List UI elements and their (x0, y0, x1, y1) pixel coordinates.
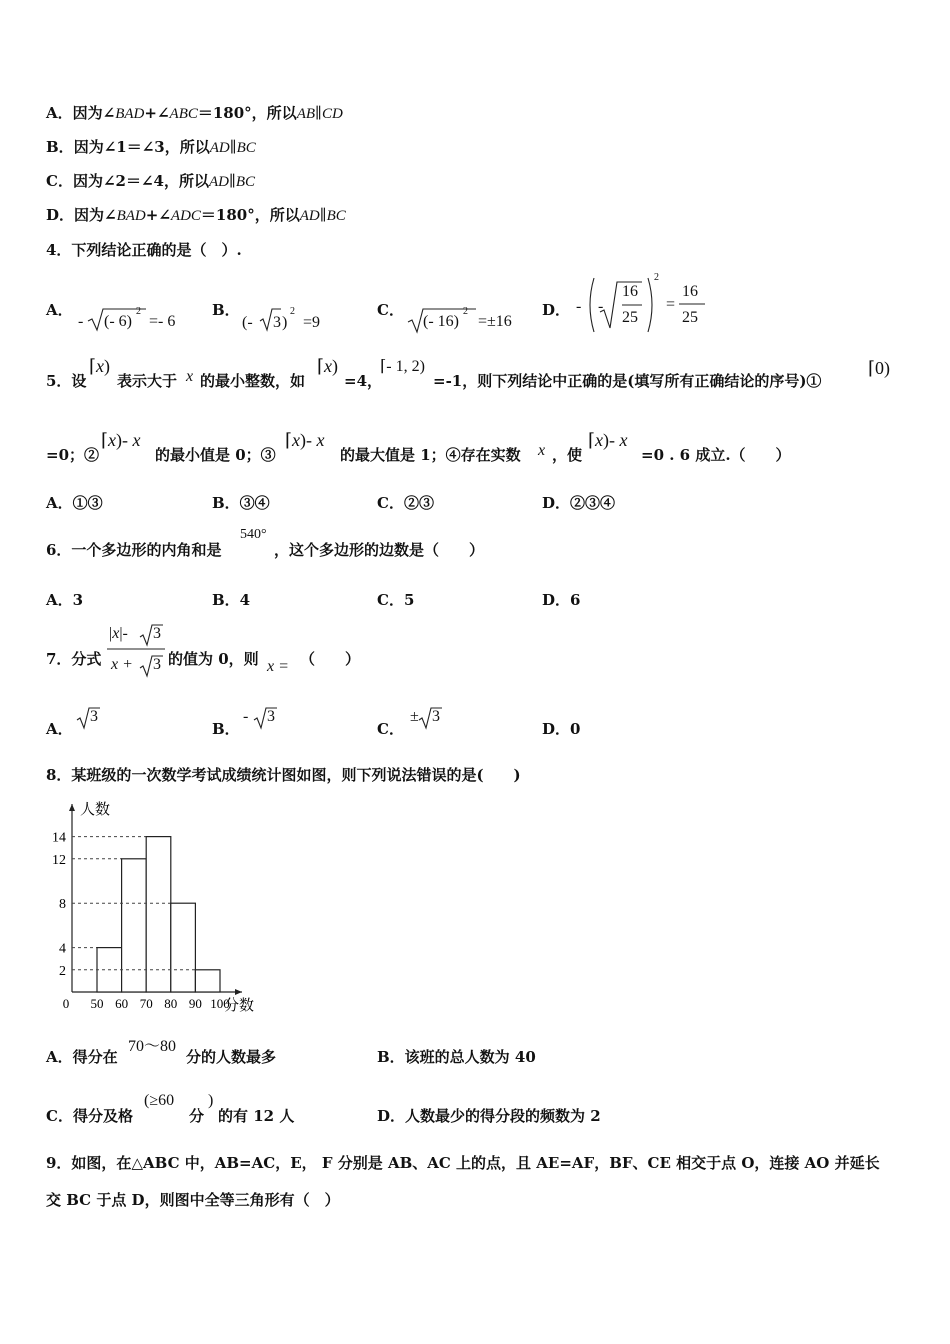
x-tick-label: 100 (210, 996, 230, 1011)
q4-option-d-label: D． (542, 301, 571, 319)
q8-option-a-a: A．得分在 (46, 1048, 118, 1066)
q5-line2-e: =0 . 6 成立.（ ） (641, 446, 791, 464)
x-axis-arrow-icon (235, 989, 242, 995)
x-tick-label: 80 (164, 996, 178, 1011)
y-axis-arrow-icon (69, 804, 75, 811)
q4-option-c-label: C． (377, 301, 404, 319)
q6-degree: 540° (240, 527, 267, 542)
x-tick-label: 0 (62, 996, 70, 1011)
q5-expr-3: ⌈x)- x (285, 430, 325, 450)
q8-option-c-fen: 分 (189, 1107, 205, 1125)
q5-line2-b: 的最小值是 0；③ (155, 446, 276, 464)
q5-option-d: D．②③④ (542, 494, 616, 512)
q8-option-a-b: 分的人数最多 (186, 1048, 277, 1066)
q7-paren: （ ） (300, 650, 361, 668)
q8-stem: 8．某班级的一次数学考试成绩统计图如图，则下列说法错误的是( ) (46, 766, 521, 784)
histogram-bar (171, 903, 196, 992)
fraction-bar-icon (679, 303, 705, 305)
q7-x-eq: x = (267, 658, 289, 675)
q6-option-a: A．3 (46, 591, 84, 609)
y-tick-label: 8 (59, 897, 66, 913)
q8-option-c-a: C．得分及格 (46, 1107, 133, 1125)
q5-line1-d: =4， (344, 372, 383, 390)
x-tick-label: 70 (139, 996, 153, 1011)
histogram-bar (122, 859, 147, 992)
histogram-bar (195, 970, 220, 992)
y-tick-label: 2 (59, 963, 66, 979)
q5-line2-a: =0；② (46, 446, 100, 464)
q9-line2: 交 BC 于点 D，则图中全等三角形有（ ） (46, 1191, 340, 1209)
q8-option-c-paren: (≥60 (144, 1092, 175, 1109)
q5-line1-c: 的最小整数，如 (200, 372, 306, 390)
q3-option-d: D．因为∠BAD+∠ADC＝180°，所以AD∥BC (46, 206, 346, 224)
q7-stem-a: 7．分式 (46, 650, 102, 668)
score-histogram (44, 798, 294, 1020)
sqrt-symbol-icon (76, 706, 102, 730)
q6-stem-b: ，这个多边形的边数是（ ） (274, 541, 485, 559)
histogram-bar (146, 837, 171, 992)
q5-option-a: A．①③ (46, 494, 103, 512)
q7-option-a-label: A． (46, 720, 73, 738)
q4-option-a-label: A． (46, 301, 73, 319)
q6-option-c: C．5 (377, 591, 415, 609)
q5-expr-4: ⌈x)- x (588, 430, 628, 450)
q5-line1-b: 表示大于 (117, 372, 178, 390)
sqrt-symbol-icon (139, 623, 165, 647)
q6-option-b: B．4 (212, 591, 251, 609)
q5-bracket-zero: ⌈0) (868, 358, 891, 378)
sqrt-symbol-icon (253, 706, 279, 730)
q7-option-d: D．0 (542, 720, 581, 738)
q5-option-b: B．③④ (212, 494, 270, 512)
q5-x-4: x (538, 442, 546, 459)
y-axis-title: 人数 (80, 802, 111, 818)
q8-option-b: B．该班的总人数为 40 (377, 1048, 536, 1066)
x-axis-title: 分数 (224, 998, 255, 1014)
q6-stem-a: 6．一个多边形的内角和是 (46, 541, 222, 559)
q3-option-c: C．因为∠2＝∠4，所以AD∥BC (46, 172, 256, 190)
x-tick-label: 50 (90, 996, 104, 1011)
q3-option-a: A．因为∠BAD+∠ABC＝180°，所以AB∥CD (46, 104, 343, 122)
q8-option-c-paren2: ) (208, 1092, 214, 1109)
y-tick-label: 12 (52, 852, 66, 868)
x-tick-label: 90 (188, 996, 202, 1011)
q3-option-b: B．因为∠1＝∠3，所以AD∥BC (46, 138, 256, 156)
q5-option-c: C．②③ (377, 494, 434, 512)
q5-line2-c: 的最大值是 1；④存在实数 (340, 446, 521, 464)
x-tick-label: 60 (115, 996, 129, 1011)
y-tick-label: 4 (59, 941, 66, 957)
q5-bracket-example: ⌈- 1, 2) (380, 358, 425, 375)
q7-option-c-label: C． (377, 720, 404, 738)
q9-line1: 9．如图，在△ABC 中，AB=AC，E， F 分别是 AB、AC 上的点，且 AE=AF，BF、CE 相交于点 O，连接 AO 并延长 (46, 1154, 880, 1172)
q5-line2-d: ，使 (552, 446, 583, 464)
q5-line1-e: =-1，则下列结论中正确的是(填写所有正确结论的序号)① (433, 372, 822, 390)
q4-stem: 4．下列结论正确的是（ ）. (46, 241, 242, 259)
q8-option-a-range: 70～80 (128, 1038, 177, 1055)
q7-option-b-label: B． (212, 720, 240, 738)
q8-option-d: D．人数最少的得分段的频数为 2 (377, 1107, 601, 1125)
q8-option-c-c: 的有 12 人 (218, 1107, 295, 1125)
q7-stem-b: 的值为 0，则 (168, 650, 259, 668)
y-tick-label: 14 (52, 830, 66, 846)
sqrt-symbol-icon (418, 706, 444, 730)
q4-option-b-label: B． (212, 301, 240, 319)
sqrt-symbol-icon (139, 654, 165, 678)
q5-expr-2: ⌈x)- x (101, 430, 141, 450)
q5-line1-a: 5．设 (46, 372, 87, 390)
q6-option-d: D．6 (542, 591, 581, 609)
q5-bracket-x-2: ⌈x) (317, 356, 339, 376)
q5-bracket-x: ⌈x) (89, 356, 111, 376)
q5-x-1: x (186, 368, 194, 385)
fraction-bar-icon (107, 648, 165, 650)
